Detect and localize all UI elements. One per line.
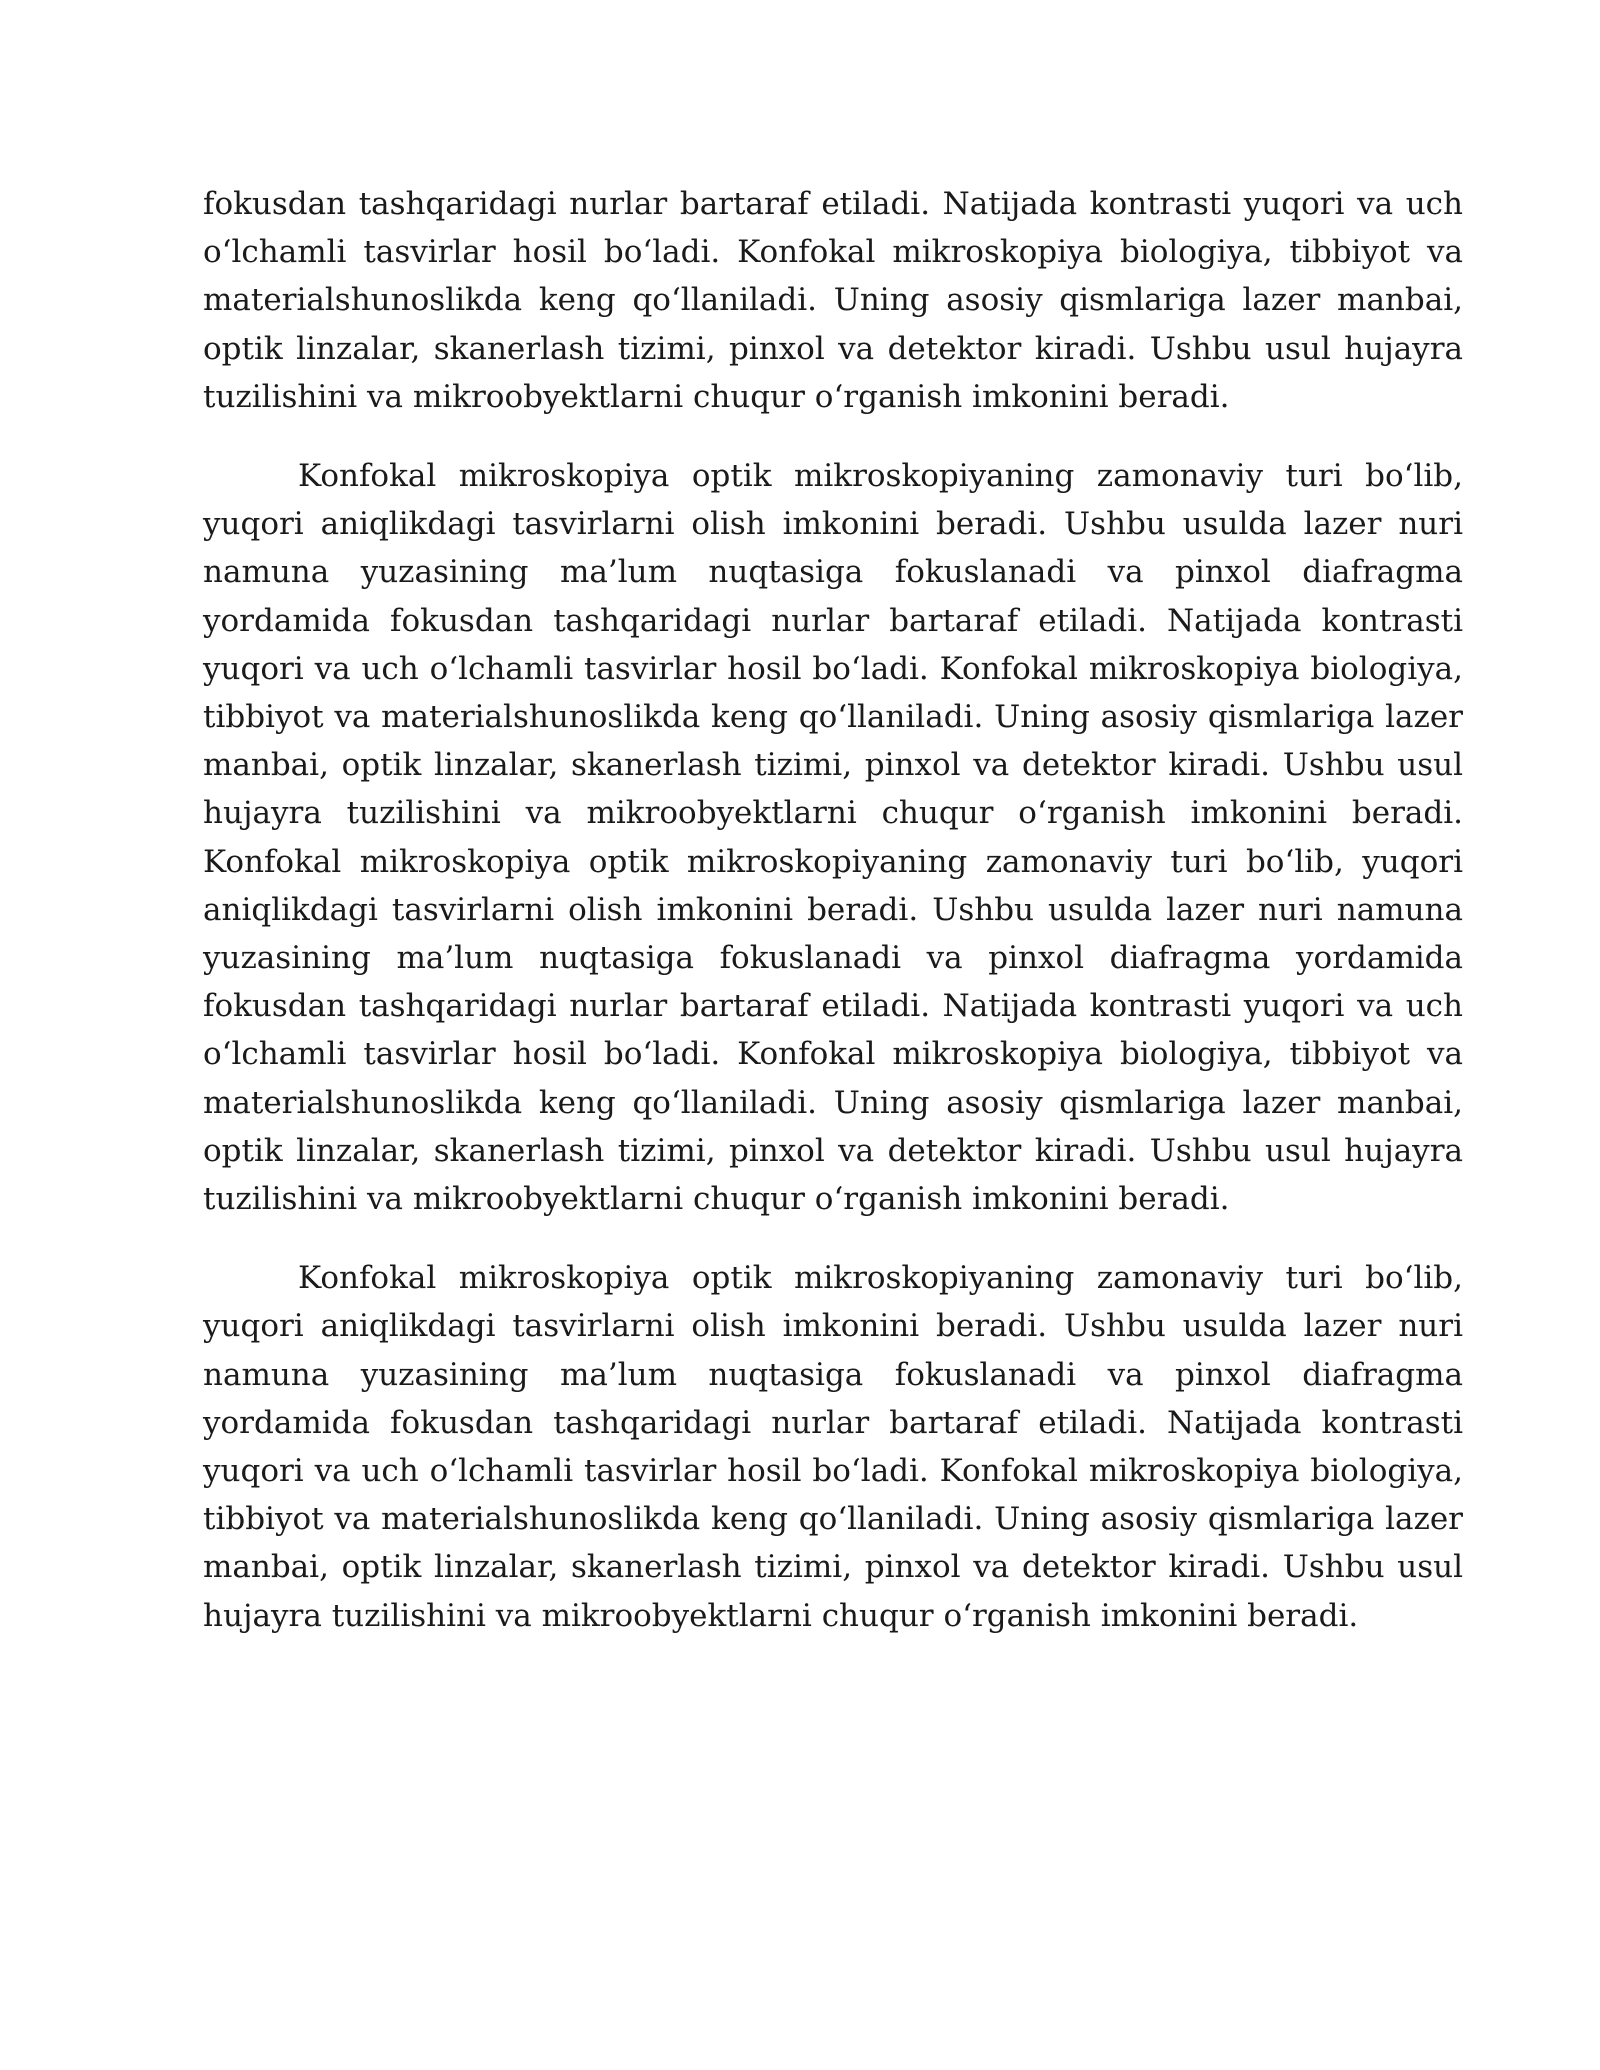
paragraph: Konfokal mikroskopiya optik mikroskopiyaning zamonaviy turi bo‘lib, yuqori aniqlikdagi tasvirlarni olish imkonini beradi. Ushbu usulda lazer nuri namuna yuzasining ma’lum nuqtasiga fokuslanadi va pinxol diafragma yordamida fokusdan tashqaridagi nurlar bartaraf etiladi. Natijada kontrasti yuqori va uch o‘lchamli tasvirlar hosil bo‘ladi. Konfokal mikroskopiya biologiya, tibbiyot va materialshunoslikda keng qo‘llaniladi. Uning asosiy qismlariga lazer manbai, optik linzalar, skanerlash tizimi, pinxol va detektor kiradi. Ushbu usul hujayra tuzilishini va mikroobyektlarni chuqur o‘rganish imkonini beradi. <box>203 1260 1463 1634</box>
paragraph: Konfokal mikroskopiya optik mikroskopiyaning zamonaviy turi bo‘lib, yuqori aniqlikdagi tasvirlarni olish imkonini beradi. Ushbu usulda lazer nuri namuna yuzasining ma’lum nuqtasiga fokuslanadi va pinxol diafragma yordamida fokusdan tashqaridagi nurlar bartaraf etiladi. Natijada kontrasti yuqori va uch o‘lchamli tasvirlar hosil bo‘ladi. Konfokal mikroskopiya biologiya, tibbiyot va materialshunoslikda keng qo‘llaniladi. Uning asosiy qismlariga lazer manbai, optik linzalar, skanerlash tizimi, pinxol va detektor kiradi. Ushbu usul hujayra tuzilishini va mikroobyektlarni chuqur o‘rganish imkonini beradi. Konfokal mikroskopiya optik mikroskopiyaning zamonaviy turi bo‘lib, yuqori aniqlikdagi tasvirlarni olish imkonini beradi. Ushbu usulda lazer nuri namuna yuzasining ma’lum nuqtasiga fokuslanadi va pinxol diafragma yordamida fokusdan tashqaridagi nurlar bartaraf etiladi. Natijada kontrasti yuqori va uch o‘lchamli tasvirlar hosil bo‘ladi. Konfokal mikroskopiya biologiya, tibbiyot va materialshunoslikda keng qo‘llaniladi. Uning asosiy qismlariga lazer manbai, optik linzalar, skanerlash tizimi, pinxol va detektor kiradi. Ushbu usul hujayra tuzilishini va mikroobyektlarni chuqur o‘rganish imkonini beradi. <box>203 458 1463 1218</box>
page-body <box>203 180 1463 1640</box>
paragraph-continued: fokusdan tashqaridagi nurlar bartaraf etiladi. Natijada kontrasti yuqori va uch o‘lchamli tasvirlar hosil bo‘ladi. Konfokal mikroskopiya biologiya, tibbiyot va materialshunoslikda keng qo‘llaniladi. Uning asosiy qismlariga lazer manbai, optik linzalar, skanerlash tizimi, pinxol va detektor kiradi. Ushbu usul hujayra tuzilishini va mikroobyektlarni chuqur o‘rganish imkonini beradi. <box>203 186 1463 415</box>
